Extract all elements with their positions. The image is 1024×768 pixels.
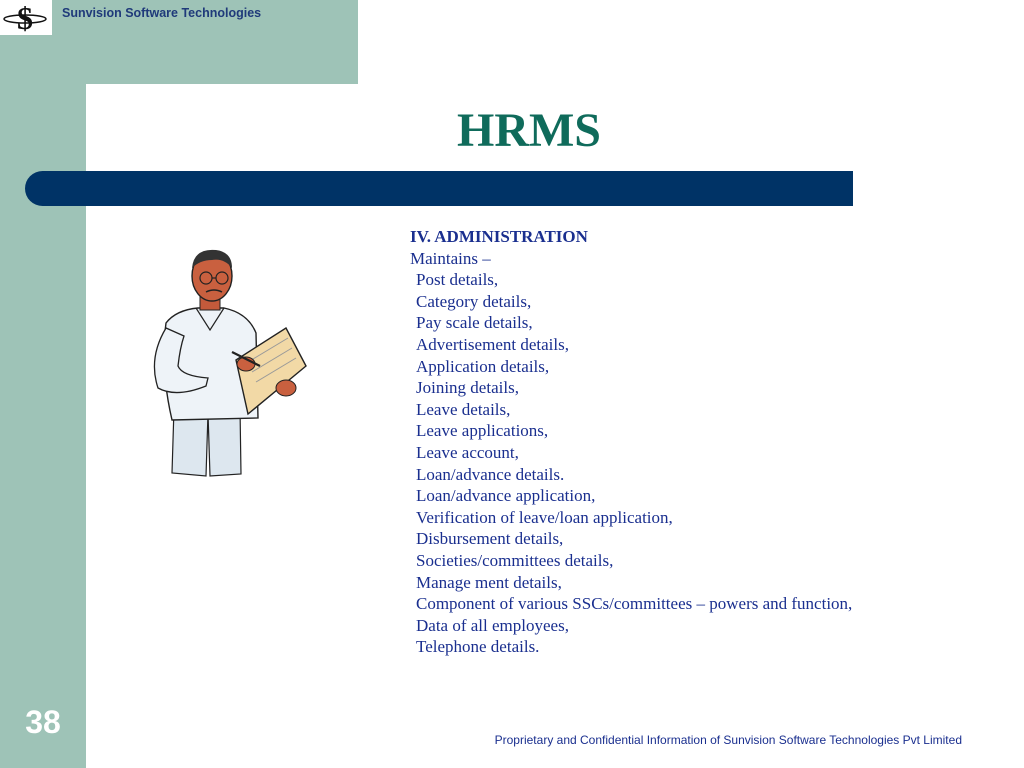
list-item: Pay scale details, [416,313,533,333]
list-item: Joining details, [416,378,519,398]
list-item: Data of all employees, [416,615,569,635]
slide-title: HRMS [457,104,601,157]
list-item: Societies/committees details, [416,550,614,570]
dollar-globe-icon [0,0,52,35]
intro-text: Maintains – [410,248,491,268]
company-name: Sunvision Software Technologies [62,6,262,20]
list-item: Verification of leave/loan application, [416,507,673,527]
company-logo [0,0,52,35]
list-item: Leave applications, [416,421,549,441]
page-number: 38 [25,704,61,740]
confidential-notice: Proprietary and Confidential Information of Sunvision Software Technologies Pvt Limited [494,733,962,747]
svg-text:$: $ [17,0,33,35]
title-underline-bar [25,171,853,206]
list-item: Post details, [416,270,499,290]
list-item: Manage ment details, [416,572,562,592]
side-panel [0,0,86,768]
administration-list [410,226,852,658]
list-item: Leave details, [416,399,511,419]
list-item: Loan/advance details. [416,464,565,484]
list-item: Disbursement details, [416,529,564,549]
section-heading: IV. ADMINISTRATION [410,227,588,246]
list-item: Telephone details. [416,637,540,657]
list-item: Loan/advance application, [416,486,596,506]
man-with-clipboard-clipart [136,238,316,478]
item-list [410,269,852,658]
list-item: Component of various SSCs/committees – powers and function, [416,594,853,614]
list-item: Category details, [416,291,532,311]
list-item: Advertisement details, [416,334,569,354]
list-item: Leave account, [416,442,519,462]
list-item: Application details, [416,356,550,376]
